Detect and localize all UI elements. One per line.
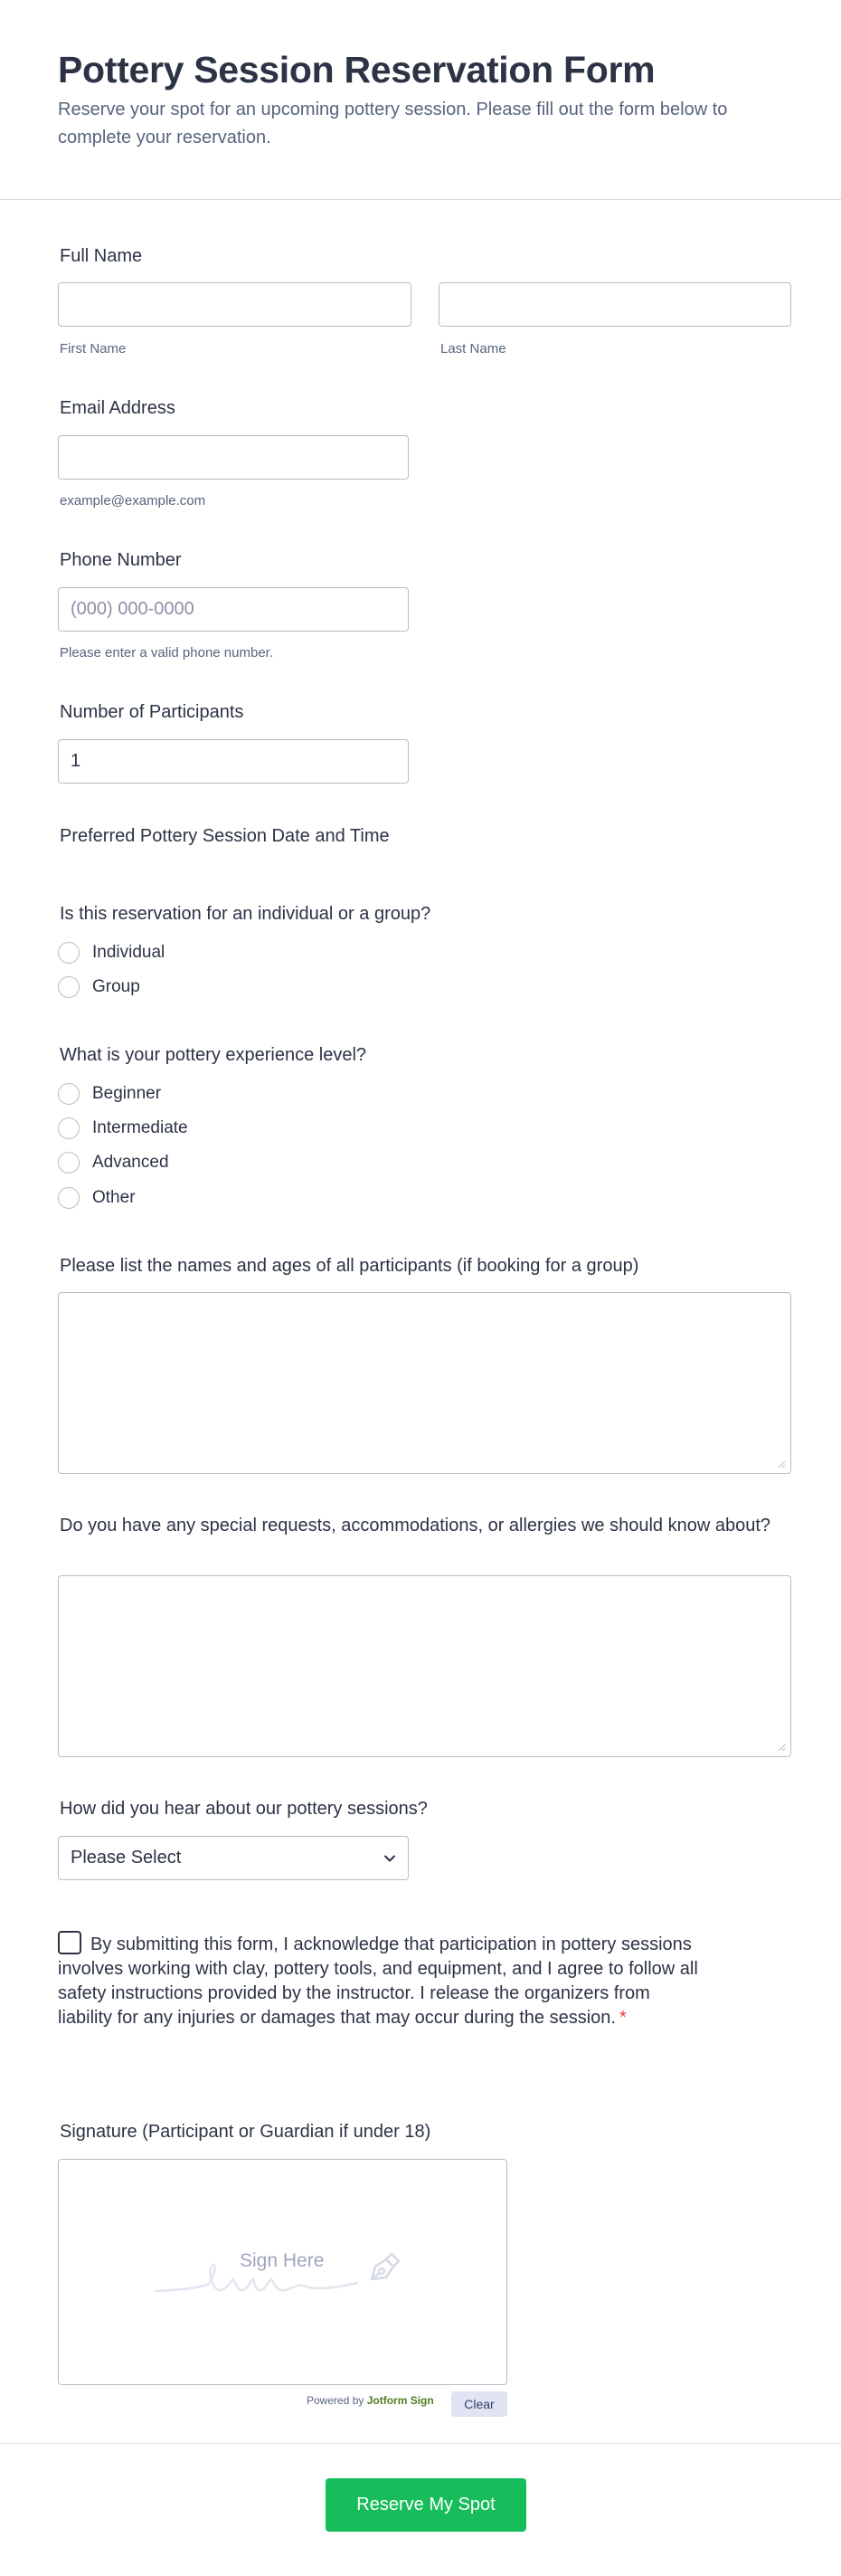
chevron-down-icon bbox=[383, 1851, 397, 1866]
last-name-sublabel: Last Name bbox=[440, 341, 506, 356]
radio-circle[interactable] bbox=[58, 1187, 80, 1209]
first-name-input[interactable] bbox=[58, 282, 411, 327]
radio-label: Individual bbox=[92, 943, 165, 962]
participant-list-textarea[interactable] bbox=[58, 1292, 791, 1474]
submit-button[interactable]: Reserve My Spot bbox=[326, 2478, 526, 2532]
radio-circle[interactable] bbox=[58, 1083, 80, 1105]
special-requests-textarea[interactable] bbox=[58, 1575, 791, 1757]
radio-advanced[interactable] bbox=[58, 1151, 169, 1174]
radio-beginner[interactable] bbox=[58, 1082, 161, 1106]
powered-by bbox=[307, 2394, 434, 2407]
resize-grip-icon[interactable] bbox=[778, 1460, 786, 1469]
phone-sublabel: Please enter a valid phone number. bbox=[60, 645, 273, 661]
pen-nib-icon bbox=[364, 2248, 404, 2286]
radio-circle[interactable] bbox=[58, 942, 80, 964]
radio-label: Intermediate bbox=[92, 1118, 188, 1137]
select-value: Please Select bbox=[71, 1848, 182, 1868]
session-datetime-label: Preferred Pottery Session Date and Time bbox=[60, 826, 390, 846]
signature-label: Signature (Participant or Guardian if under 18) bbox=[60, 2122, 431, 2142]
email-label: Email Address bbox=[60, 398, 175, 418]
referral-label: How did you hear about our pottery sessions? bbox=[60, 1799, 428, 1819]
experience-label: What is your pottery experience level? bbox=[60, 1045, 367, 1065]
clear-signature-button[interactable]: Clear bbox=[451, 2391, 507, 2417]
footer-divider bbox=[0, 2443, 841, 2444]
email-input[interactable] bbox=[58, 435, 409, 480]
full-name-label: Full Name bbox=[60, 246, 143, 266]
radio-label: Other bbox=[92, 1188, 136, 1207]
radio-label: Group bbox=[92, 977, 140, 996]
first-name-sublabel: First Name bbox=[60, 341, 127, 356]
radio-individual[interactable] bbox=[58, 941, 165, 965]
powered-brand: Jotform Sign bbox=[366, 2394, 434, 2407]
phone-label: Phone Number bbox=[60, 550, 182, 570]
powered-prefix: Powered by bbox=[307, 2394, 364, 2407]
consent-checkbox[interactable] bbox=[58, 1931, 81, 1954]
radio-circle[interactable] bbox=[58, 1117, 80, 1139]
consent-text: By submitting this form, I acknowledge that participation in pottery sessions involves working with clay, pottery tools, and equipment, and I agree to follow all safety instructions provided by the instructor. I release the organizers from liability for any injuries or damages that may occur during the session. bbox=[58, 1934, 698, 2028]
last-name-input[interactable] bbox=[439, 282, 791, 327]
consent-field bbox=[58, 1931, 709, 2030]
radio-circle[interactable] bbox=[58, 1152, 80, 1174]
email-sublabel: example@example.com bbox=[60, 493, 206, 509]
special-requests-label: Do you have any special requests, accommodations, or allergies we should know about? bbox=[60, 1516, 770, 1535]
participants-input[interactable] bbox=[58, 739, 409, 784]
form-subtitle: Reserve your spot for an upcoming pottery session. Please fill out the form below to complete your reservation. bbox=[58, 100, 728, 147]
signature-placeholder: Sign Here bbox=[240, 2250, 325, 2271]
form-header bbox=[0, 0, 841, 200]
signature-pad[interactable] bbox=[58, 2159, 507, 2385]
referral-select[interactable] bbox=[58, 1836, 409, 1880]
radio-group[interactable] bbox=[58, 975, 140, 999]
form-title: Pottery Session Reservation Form bbox=[58, 49, 656, 90]
participants-label: Number of Participants bbox=[60, 702, 244, 722]
participant-list-label: Please list the names and ages of all participants (if booking for a group) bbox=[60, 1256, 639, 1276]
radio-intermediate[interactable] bbox=[58, 1117, 188, 1140]
radio-other[interactable] bbox=[58, 1186, 136, 1210]
radio-label: Beginner bbox=[92, 1084, 162, 1103]
resize-grip-icon[interactable] bbox=[778, 1744, 786, 1752]
radio-label: Advanced bbox=[92, 1153, 169, 1172]
required-mark: * bbox=[619, 2008, 627, 2028]
phone-input[interactable] bbox=[58, 587, 409, 632]
reservation-type-label: Is this reservation for an individual or a group? bbox=[60, 904, 431, 924]
radio-circle[interactable] bbox=[58, 976, 80, 998]
